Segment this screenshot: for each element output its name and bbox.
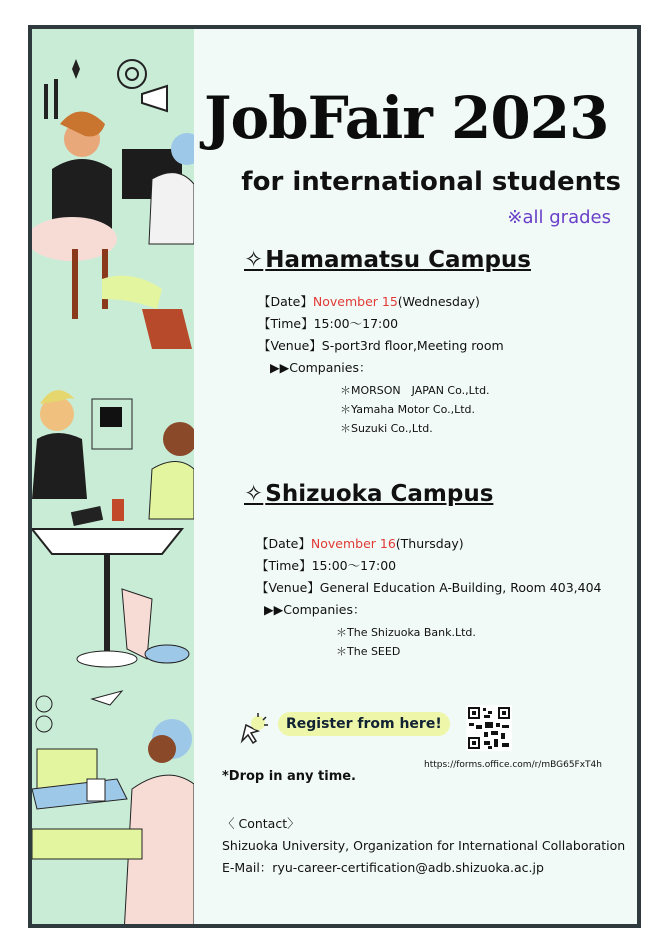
- company-item: ＊Yamaha Motor Co.,Ltd.: [340, 403, 476, 416]
- contact-org: Shizuoka University, Organization for International Collaboration: [222, 838, 626, 853]
- form-url[interactable]: https://forms.office.com/r/mBG65FxT4h: [424, 760, 602, 770]
- company-list: [258, 381, 504, 438]
- campus-info-shizuoka: [256, 533, 602, 661]
- grades-note: ※all grades: [507, 207, 611, 228]
- date-line: 【Date】November 16(Thursday): [256, 536, 464, 551]
- star-outline-icon: ✧: [244, 481, 264, 507]
- venue-line: 【Venue】General Education A-Building, Room 403,404: [256, 580, 602, 595]
- contact-heading: 〈 Contact〉: [222, 816, 300, 831]
- event-title: JobFair 2023: [204, 84, 609, 152]
- qr-code[interactable]: [466, 705, 512, 751]
- date-value: November 15: [312, 294, 398, 309]
- campus-info-hamamatsu: [258, 291, 504, 438]
- time-line: 【Time】15:00〜17:00: [258, 316, 399, 331]
- date-line: 【Date】November 15(Wednesday): [258, 294, 480, 309]
- cursor-click-icon: [236, 711, 272, 747]
- drop-in-note: *Drop in any time.: [222, 769, 356, 784]
- flyer-content: [194, 29, 637, 924]
- company-item: ＊MORSON JAPAN Co.,Ltd.: [340, 384, 490, 397]
- event-subtitle: for international students: [241, 167, 621, 197]
- company-item: ＊Suzuki Co.,Ltd.: [340, 422, 433, 435]
- illustration-strip: [32, 29, 194, 924]
- contact-email[interactable]: E-Mail：ryu-career-certification@adb.shizuoka.ac.jp: [222, 860, 544, 875]
- contact-block: [222, 813, 625, 879]
- star-outline-icon: ✧: [244, 247, 264, 273]
- flyer: [28, 25, 641, 928]
- companies-label: ▶▶Companies：: [270, 360, 372, 375]
- campus-heading-hamamatsu: ✧Hamamatsu Campus: [244, 247, 531, 273]
- time-line: 【Time】15:00〜17:00: [256, 558, 397, 573]
- company-item: ＊The Shizuoka Bank.Ltd.: [336, 626, 476, 639]
- venue-line: 【Venue】S-port3rd floor,Meeting room: [258, 338, 504, 353]
- illustration: [32, 29, 194, 924]
- campus-heading-shizuoka: ✧Shizuoka Campus: [244, 481, 494, 507]
- date-value: November 16: [310, 536, 396, 551]
- register-button[interactable]: Register from here!: [278, 712, 450, 736]
- company-item: ＊The SEED: [336, 645, 401, 658]
- companies-label: ▶▶Companies：: [264, 602, 366, 617]
- company-list: [256, 623, 602, 661]
